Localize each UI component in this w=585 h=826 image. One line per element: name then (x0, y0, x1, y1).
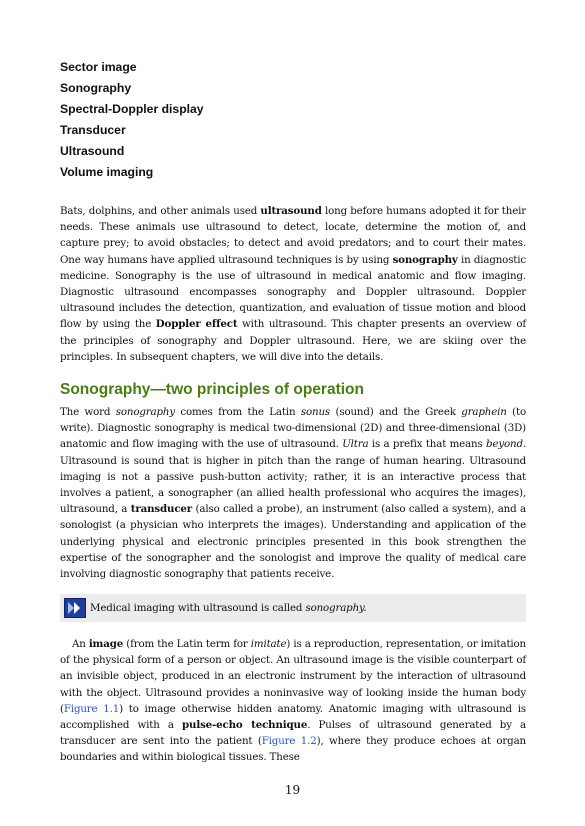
italic-term: imitate (250, 638, 287, 650)
text-run: (from the Latin term for (123, 638, 251, 650)
section-paragraph (60, 404, 526, 582)
bold-term: Doppler effect (155, 318, 238, 331)
text-run: in diagnostic medicine. Sonography is the use of ultrasound in medical anatomic and flow imaging. Diagnostic ultrasound encompasses sonography and Doppler ultrasound. Doppler ultrasound includes the detection, quantization, and evaluation of tissue motion and blood flow by using the (60, 253, 526, 331)
text-run: ), where they produce echoes at organ boundaries and within biological tissues. These (60, 735, 526, 764)
italic-term: sonography. (305, 602, 367, 614)
figure-link[interactable]: Figure 1.2 (261, 735, 317, 748)
italic-term: Ultra (342, 438, 369, 451)
bold-term: pulse-echo technique (182, 719, 308, 732)
key-term: Sonography (60, 81, 132, 95)
image-paragraph (60, 636, 526, 766)
text-run: Bats, dolphins, and other animals used (60, 205, 261, 217)
text-run: Medical imaging with ultrasound is called (90, 602, 306, 614)
italic-term: graphein (461, 406, 507, 418)
key-term: Ultrasound (60, 144, 125, 158)
figure-link[interactable]: Figure 1.1 (63, 702, 120, 715)
text-run: (also called a probe), an instrument (also called a system), and a sonologist (a physician who interprets the images). Understanding and application of the underlying physical and electronic principles presented in this book strengthen the expertise of the sonographer and the sonologist and improve the quality of medical care involving diagnostic sonography that patients receive. (60, 503, 526, 581)
italic-term: sonus (300, 406, 331, 418)
bold-term: sonography (392, 253, 458, 266)
bold-term: image (88, 638, 124, 650)
text-run: ) is a reproduction, representation, or imitation of the physical form of a person or object. An ultrasound image is the visible counterpart of an invisible object, produced in an electronic instrument by the interaction of ultrasound with the object. Ultrasound provides a noninvasive way of looking inside the human body ( (60, 638, 527, 715)
key-term: Volume imaging (60, 165, 154, 179)
key-term: Sector image (60, 60, 137, 74)
callout-text (90, 602, 366, 614)
key-term: Transducer (60, 123, 126, 137)
text-run: long before humans adopted it for their needs. These animals use ultrasound to detect, locate, determine the motion of, and capture prey; to avoid obstacles; to detect and avoid predators; and to court their mates. One way humans have applied ultrasound techniques is by using (60, 205, 527, 266)
italic-term: sonography (115, 406, 175, 418)
text-run: (to write). Diagnostic sonography is medical two-dimensional (2D) and three-dimensional (3D) anatomic and flow imaging with the use of ultrasound. (60, 406, 526, 451)
text-run: . Pulses of ultrasound generated by a transducer are sent into the patient ( (60, 719, 526, 748)
text-run: comes from the Latin (174, 406, 301, 418)
key-terms-list (60, 58, 360, 184)
text-run: The word (60, 406, 116, 418)
italic-term: beyond. (486, 438, 526, 451)
key-term: Spectral-Doppler display (60, 102, 204, 116)
play-arrow-icon (64, 598, 86, 618)
bold-term: ultrasound (260, 205, 322, 217)
text-run: is a prefix that means (368, 438, 487, 451)
page-number: 19 (284, 783, 301, 797)
text-run: with ultrasound. This chapter presents an overview of the principles of sonography and Doppler ultrasound. Here, we are skiing over the principles. In subsequent chapters, we will dive into the details. (60, 318, 527, 363)
intro-paragraph (60, 203, 526, 365)
callout-box (60, 594, 526, 622)
text-run: Ultrasound is sound that is higher in pitch than the range of human hearing. Ultrasound imaging is not a passive push-button activity; rather, it is an interactive process that involves a patient, a sonographer (an allied health professional who acquires the images), ultrasound, a (60, 454, 526, 516)
text-run: (sound) and the Greek (330, 406, 462, 418)
text-run: ) to image otherwise hidden anatomy. Anatomic imaging with ultrasound is accomplished with a (60, 702, 526, 732)
text-run: An (72, 638, 89, 650)
bold-term: transducer (130, 503, 193, 516)
section-heading: Sonography—two principles of operation (60, 381, 364, 398)
